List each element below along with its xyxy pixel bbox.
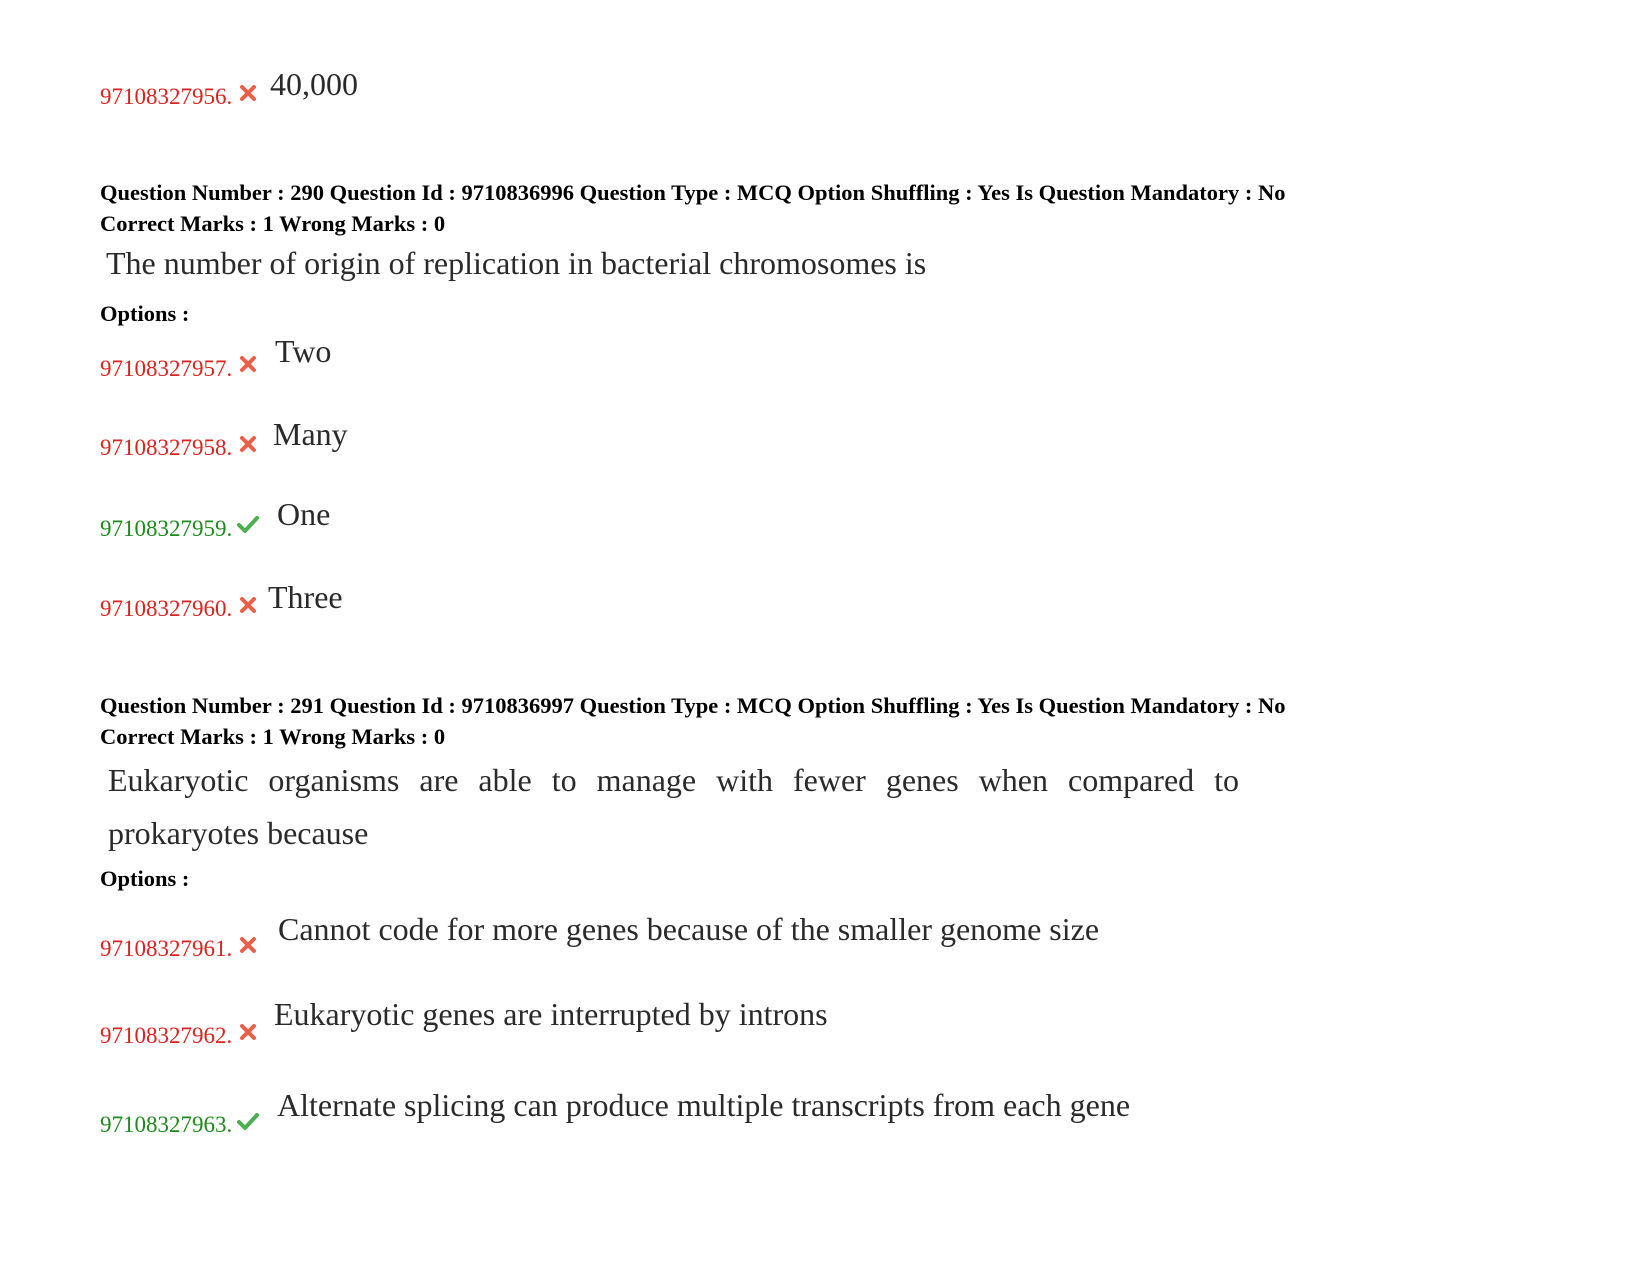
option-id: 97108327962. <box>100 1023 233 1048</box>
marks-meta: Correct Marks : 1 Wrong Marks : 0 <box>100 211 446 236</box>
wrong-cross-icon <box>238 354 258 374</box>
option-id: 97108327961. <box>100 936 233 961</box>
option-text: One <box>277 496 331 532</box>
question-meta: Question Number : 291 Question Id : 9710836997 Question Type : MCQ Option Shuffling : Yes Is Question Mandatory : No <box>100 693 1286 718</box>
option-text: 40,000 <box>270 66 358 102</box>
wrong-cross-icon <box>238 1022 258 1042</box>
option-id: 97108327960. <box>100 596 233 621</box>
wrong-cross-icon <box>238 434 258 454</box>
option-text: Eukaryotic genes are interrupted by introns <box>274 996 828 1032</box>
question-meta: Question Number : 290 Question Id : 9710836996 Question Type : MCQ Option Shuffling : Yes Is Question Mandatory : No <box>100 180 1286 205</box>
wrong-cross-icon <box>238 83 258 103</box>
option-id: 97108327958. <box>100 435 233 460</box>
options-label: Options : <box>100 301 190 326</box>
option-id: 97108327963. <box>100 1112 233 1137</box>
option-text: Alternate splicing can produce multiple transcripts from each gene <box>277 1087 1131 1123</box>
question-text: prokaryotes because <box>108 815 369 851</box>
option-id: 97108327959. <box>100 516 233 541</box>
option-text: Cannot code for more genes because of the smaller genome size <box>278 911 1100 947</box>
question-text: The number of origin of replication in bacterial chromosomes is <box>106 245 927 281</box>
option-text: Three <box>268 579 343 615</box>
option-text: Many <box>273 416 348 452</box>
correct-check-icon <box>237 1111 259 1131</box>
wrong-cross-icon <box>238 595 258 615</box>
option-id: 97108327956. <box>100 84 233 109</box>
wrong-cross-icon <box>238 935 258 955</box>
option-id: 97108327957. <box>100 356 233 381</box>
correct-check-icon <box>237 514 259 534</box>
option-text: Two <box>275 333 332 369</box>
options-label: Options : <box>100 866 190 891</box>
question-text: Eukaryotic organisms are able to manage with fewer genes when compared to <box>108 762 1240 798</box>
marks-meta: Correct Marks : 1 Wrong Marks : 0 <box>100 724 446 749</box>
